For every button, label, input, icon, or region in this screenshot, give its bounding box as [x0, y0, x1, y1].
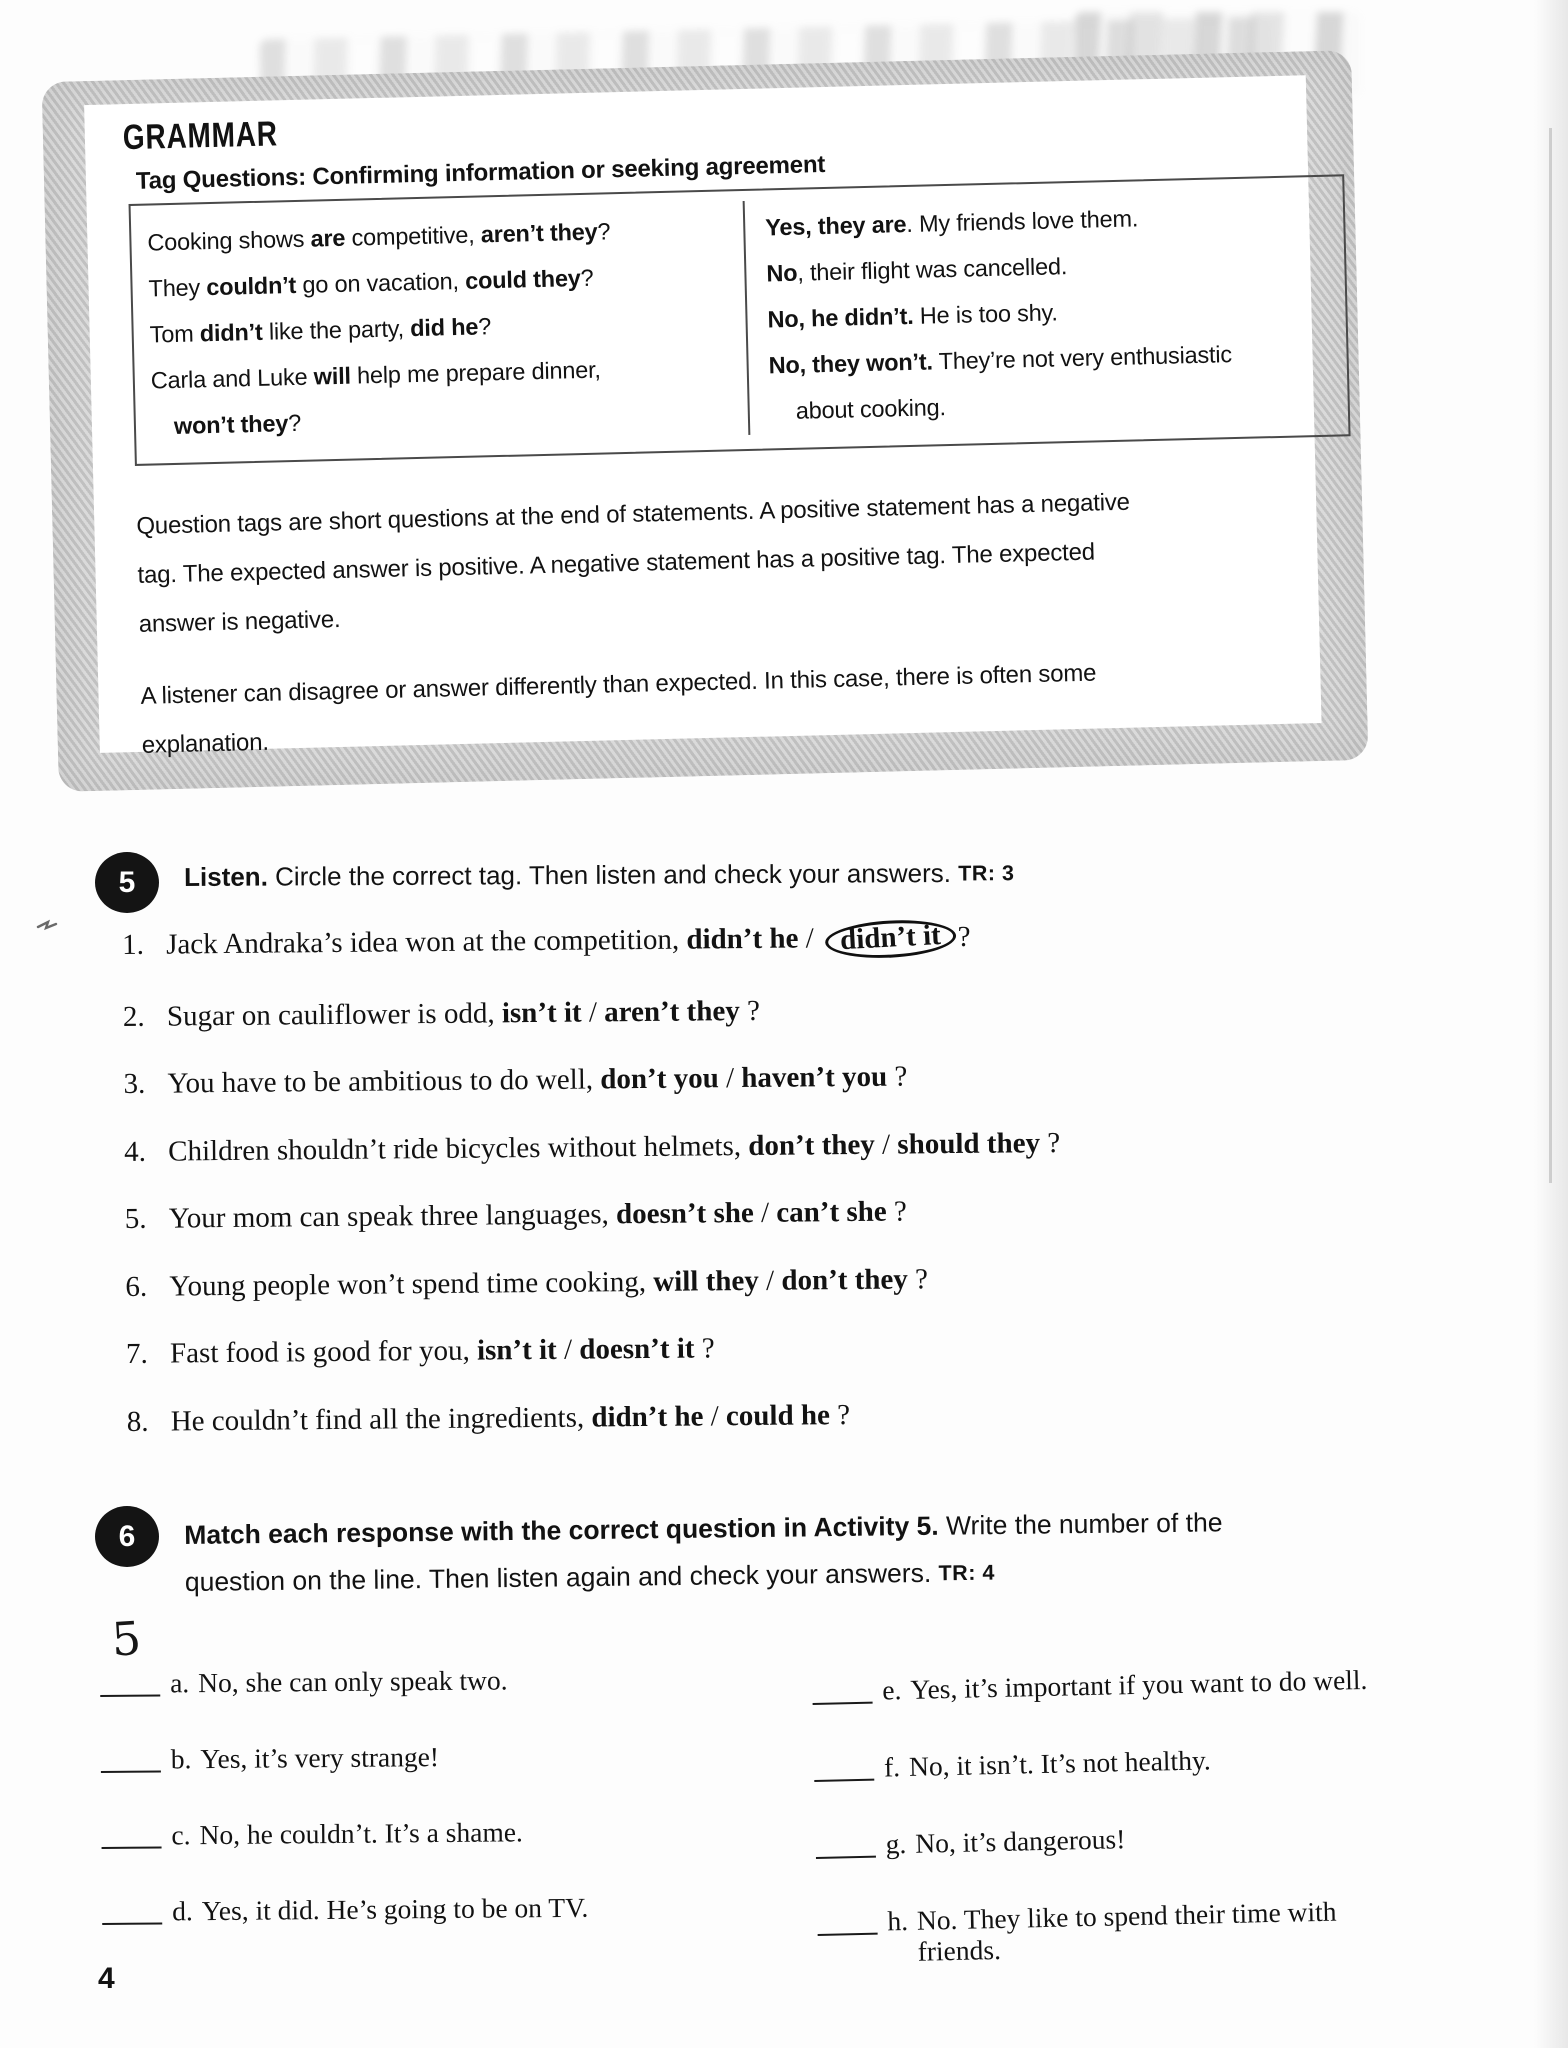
text-segment: about cooking. — [795, 394, 947, 424]
text-segment: He is too shy. — [913, 299, 1058, 329]
match-text-line: friends. — [917, 1933, 1002, 1967]
text-segment: He couldn’t find all the ingredients, — [170, 1401, 592, 1438]
answer-blank — [812, 1675, 873, 1705]
match-list-left-column — [100, 1610, 589, 1927]
text-segment: Tom — [149, 320, 201, 348]
text-segment: ? — [580, 264, 594, 291]
answer-blank — [815, 1829, 876, 1859]
bold-tag: should they — [897, 1126, 1041, 1161]
question-number: 8. — [126, 1405, 149, 1438]
text-segment: / — [556, 1333, 580, 1366]
question-item — [123, 993, 1059, 1033]
answer-blank — [102, 1895, 162, 1925]
text-segment: ? — [907, 1262, 929, 1295]
match-letter: b. — [170, 1743, 192, 1775]
bold-tag: are — [310, 224, 346, 252]
text-segment: / — [874, 1128, 898, 1161]
scan-edge-line — [1549, 128, 1552, 1183]
match-letter: a. — [169, 1667, 190, 1699]
question-item — [125, 1195, 1061, 1235]
text-segment: / — [581, 995, 605, 1029]
text-segment: Young people won’t spend time cooking, — [169, 1265, 654, 1303]
text-segment: go on vacation, — [295, 267, 466, 298]
circled-answer: didn’t it — [824, 917, 957, 961]
activity-5-question-list — [122, 919, 1063, 1437]
match-letter: e. — [881, 1674, 902, 1706]
bold-tag: Match each response with the correct question in Activity 5. — [184, 1510, 939, 1550]
text-segment: Sugar on cauliflower is odd, — [166, 996, 503, 1033]
match-letter: g. — [885, 1827, 907, 1860]
grammar-box-inner — [84, 75, 1321, 759]
match-text-line: No, he couldn’t. It’s a shame. — [199, 1816, 524, 1851]
bold-tag: haven’t you — [741, 1060, 888, 1095]
bold-tag: No — [766, 259, 798, 287]
handwritten-answer: 5 — [110, 1610, 143, 1667]
match-item — [101, 1740, 587, 1775]
paragraph-line: A listener can disagree or answer differently than expected. In this case, there is often some — [140, 659, 1097, 710]
explanation-paragraph — [136, 478, 1133, 649]
match-item — [102, 1892, 588, 1927]
bold-tag: will they — [653, 1264, 759, 1298]
track-label: TR: 3 — [958, 861, 1015, 886]
answer-blank — [817, 1906, 878, 1936]
bold-tag: couldn’t — [206, 271, 297, 301]
match-letter: d. — [171, 1895, 193, 1927]
paragraph-line: tag. The expected answer is positive. A negative statement has a positive tag. The expected — [137, 538, 1096, 589]
text-segment: . My friends love them. — [906, 205, 1139, 238]
bold-tag: could they — [464, 265, 581, 294]
activity-6-badge: 6 — [95, 1506, 159, 1567]
bold-tag: isn’t it — [501, 996, 582, 1029]
match-text — [202, 1892, 589, 1926]
question-item — [125, 1262, 1061, 1302]
answer-blank — [814, 1752, 875, 1782]
match-text — [198, 1664, 508, 1698]
match-letter: h. — [887, 1904, 909, 1937]
question-item — [126, 1330, 1062, 1370]
activity-5-instructions — [184, 858, 1014, 893]
bold-tag: No, they won’t. — [768, 348, 934, 379]
bold-tag: will — [313, 362, 352, 390]
match-item — [100, 1610, 586, 1699]
bold-tag: doesn’t she — [615, 1196, 754, 1231]
bold-tag: Yes, they are — [764, 211, 907, 241]
page-number: 4 — [98, 1962, 115, 1995]
text-segment: ? — [829, 1398, 851, 1431]
question-number: 6. — [125, 1270, 148, 1303]
text-segment: Children shouldn’t ride bicycles without helmets, — [167, 1129, 749, 1168]
question-number: 7. — [125, 1337, 148, 1370]
text-segment: ? — [886, 1060, 908, 1093]
text-segment: Your mom can speak three languages, — [168, 1198, 617, 1235]
question-number: 1. — [122, 928, 145, 961]
text-segment: / — [703, 1399, 727, 1432]
match-text-line: Yes, it’s very strange! — [200, 1741, 440, 1775]
grammar-subheading: Tag Questions: Confirming information or seeking agreement — [135, 150, 826, 195]
bold-tag: didn’t — [199, 318, 263, 347]
grammar-box — [42, 50, 1369, 792]
text-segment: Circle the correct tag. Then listen and check your answers. — [267, 857, 959, 892]
match-text — [915, 1823, 1126, 1859]
bold-tag: No, he didn’t. — [767, 302, 914, 333]
bold-tag: aren’t they — [604, 994, 740, 1028]
text-segment: like the party, — [262, 315, 411, 345]
bold-tag: don’t you — [600, 1062, 719, 1096]
match-text-line: No, she can only speak two. — [198, 1664, 508, 1699]
question-item — [122, 919, 1058, 965]
match-text-line: No, it’s dangerous! — [914, 1823, 1126, 1859]
match-text-line: No, it isn’t. It’s not healthy. — [908, 1744, 1212, 1782]
text-segment: ? — [957, 920, 971, 953]
match-item — [817, 1895, 1373, 1969]
match-text — [200, 1741, 439, 1774]
question-number: 4. — [123, 1135, 147, 1168]
text-segment: , their flight was cancelled. — [797, 253, 1068, 286]
question-number: 2. — [122, 1000, 145, 1033]
question-item — [124, 1128, 1060, 1168]
examples-table — [129, 174, 1351, 466]
text-segment: / — [798, 922, 822, 955]
text-segment: You have to be ambitious to do well, — [167, 1063, 601, 1100]
match-list-right-column — [812, 1664, 1373, 1969]
text-segment: ? — [287, 409, 302, 437]
bold-tag: doesn’t it — [579, 1332, 695, 1366]
text-segment: Fast food is good for you, — [169, 1334, 478, 1370]
bold-tag: could he — [725, 1398, 831, 1432]
paragraph-line: Question tags are short questions at the end of statements. A positive statement has a negative — [136, 488, 1131, 540]
match-item — [812, 1664, 1368, 1707]
bold-tag: don’t they — [748, 1128, 875, 1162]
grammar-heading: GRAMMAR — [122, 114, 279, 158]
text-segment: ? — [477, 313, 492, 340]
bold-tag: did he — [409, 313, 479, 342]
answer-blank — [101, 1743, 161, 1773]
question-number: 3. — [123, 1067, 146, 1100]
match-text — [199, 1816, 523, 1850]
text-segment: They’re not very enthusiastic — [932, 341, 1233, 375]
question-item — [123, 1060, 1059, 1100]
text-segment: ? — [886, 1195, 907, 1228]
answer-blank — [100, 1610, 160, 1697]
match-text — [917, 1896, 1338, 1967]
explanation-paragraph — [140, 649, 1098, 770]
match-text-line: Yes, it did. He’s going to be on TV. — [201, 1891, 589, 1927]
text-segment: Carla and Luke — [150, 363, 315, 394]
bold-tag: can’t she — [776, 1195, 887, 1229]
text-segment: ? — [739, 994, 761, 1027]
examples-table-answers-column — [745, 186, 1349, 435]
text-segment: ? — [694, 1332, 715, 1365]
text-segment: / — [718, 1062, 742, 1095]
bold-tag: Listen. — [184, 861, 268, 892]
text-segment: Cooking shows — [147, 225, 311, 256]
activity-6-instructions — [184, 1499, 1223, 1606]
text-segment: question on the line. Then listen again and check your answers. — [184, 1557, 939, 1597]
text-segment: ? — [1039, 1126, 1061, 1159]
text-segment: ? — [597, 218, 611, 245]
text-segment: help me prepare dinner, — [350, 356, 601, 389]
paragraph-line: explanation. — [141, 728, 270, 759]
bold-tag: won’t they — [173, 410, 289, 439]
match-item — [101, 1816, 587, 1851]
match-letter: c. — [171, 1819, 191, 1851]
bold-tag: aren’t they — [480, 218, 598, 248]
activity-5-badge: 5 — [95, 852, 159, 913]
bold-tag: isn’t it — [476, 1333, 557, 1367]
bold-tag: don’t they — [781, 1262, 908, 1297]
stray-pencil-mark — [36, 918, 62, 934]
text-segment: Jack Andraka’s idea won at the competition, — [166, 923, 687, 961]
bold-tag: didn’t he — [591, 1399, 704, 1434]
paragraph-line: answer is negative. — [138, 605, 341, 638]
examples-table-questions-column — [131, 201, 751, 450]
match-text — [909, 1744, 1211, 1782]
match-item — [815, 1818, 1371, 1861]
match-letter: f. — [883, 1751, 901, 1783]
match-text-line: Yes, it’s important if you want to do well. — [910, 1663, 1368, 1705]
question-item — [127, 1397, 1063, 1437]
text-segment: They — [148, 274, 207, 302]
text-segment: / — [753, 1196, 777, 1229]
track-label: TR: 4 — [938, 1560, 995, 1586]
text-segment: competitive, — [344, 221, 482, 251]
bold-tag: didn’t he — [686, 922, 799, 956]
match-text-line: No. They like to spend their time with — [916, 1895, 1337, 1936]
answer-blank — [101, 1819, 161, 1849]
question-number: 5. — [124, 1202, 147, 1235]
match-text — [910, 1664, 1368, 1705]
text-segment: / — [758, 1264, 782, 1297]
match-item — [814, 1741, 1370, 1784]
text-segment: Write the number of the — [938, 1507, 1223, 1541]
